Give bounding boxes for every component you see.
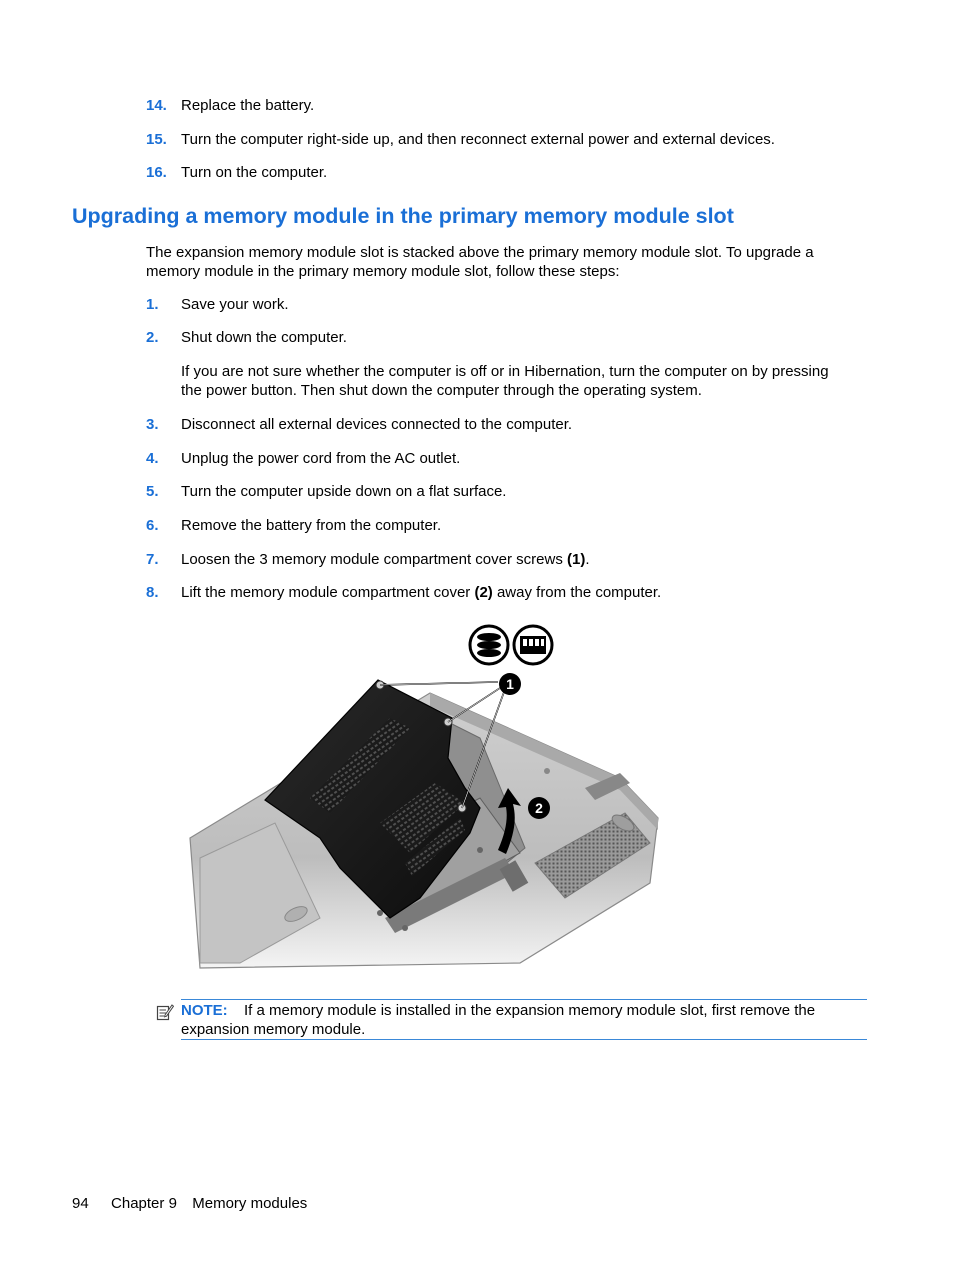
step-text-wrap <box>181 550 871 569</box>
step-number: 4. <box>146 450 159 467</box>
step-2-note <box>181 362 871 400</box>
page-footer <box>72 1194 307 1213</box>
screw-hole <box>544 768 550 774</box>
step-number: 14. <box>146 97 167 114</box>
step-number: 2. <box>146 329 159 346</box>
callout-2 <box>528 797 550 819</box>
note-line-2: expansion memory module. <box>181 1021 366 1038</box>
screw-hole <box>402 925 408 931</box>
note-line-1: If a memory module is installed in the expansion memory module slot, first remove the <box>244 1002 816 1019</box>
callout-ref: (2) <box>474 584 493 601</box>
intro-line-2: memory module in the primary memory module slot, follow these steps: <box>146 263 620 280</box>
step-number: 15. <box>146 131 167 148</box>
note-label: NOTE: <box>181 1002 228 1019</box>
step-number: 1. <box>146 296 159 313</box>
step-text: Disconnect all external devices connected to the computer. <box>181 416 573 433</box>
step-number: 16. <box>146 164 167 181</box>
callout-2-label: 2 <box>535 800 543 816</box>
chapter-title: Memory modules <box>192 1195 308 1212</box>
step-text: Turn on the computer. <box>181 164 328 181</box>
intro-line-1: The expansion memory module slot is stacked above the primary memory module slot. To upgrade a <box>146 244 814 261</box>
callout-line <box>380 682 498 685</box>
step-number: 3. <box>146 416 159 433</box>
step-2-note-line-2: the power button. Then shut down the computer through the operating system. <box>181 382 702 399</box>
step-text: Turn the computer right-side up, and then reconnect external power and external devices. <box>181 131 775 148</box>
page-number: 94 <box>72 1195 89 1212</box>
step-2-note-line-1: If you are not sure whether the computer is off or in Hibernation, turn the computer on by pressing <box>181 363 829 380</box>
note-icon <box>156 1003 174 1021</box>
screw-hole <box>477 847 483 853</box>
callout-1 <box>499 673 521 695</box>
callout-1-label: 1 <box>506 676 514 692</box>
memory-module-icon <box>514 626 552 664</box>
step-text: Save your work. <box>181 296 289 313</box>
step-text: Lift the memory module compartment cover <box>181 584 475 601</box>
step-text: Shut down the computer. <box>181 329 347 346</box>
step-number: 6. <box>146 517 159 534</box>
step-text: Loosen the 3 memory module compartment cover screws <box>181 551 567 568</box>
note-box <box>181 999 867 1040</box>
memory-compartment-illustration <box>180 618 665 978</box>
step-text: Turn the computer upside down on a flat surface. <box>181 483 507 500</box>
step-text: Replace the battery. <box>181 97 315 114</box>
step-number: 8. <box>146 584 159 601</box>
chapter-label: Chapter 9 <box>111 1195 177 1212</box>
intro-paragraph <box>146 243 868 281</box>
section-heading: Upgrading a memory module in the primary memory module slot <box>72 204 734 228</box>
step-text: Remove the battery from the computer. <box>181 517 442 534</box>
step-text-tail: away from the computer. <box>492 584 662 601</box>
step-number: 7. <box>146 551 159 568</box>
note-line-1-wrap <box>181 1001 815 1020</box>
step-text: Unplug the power cord from the AC outlet. <box>181 450 461 467</box>
step-text-wrap <box>181 583 871 602</box>
step-text-tail: . <box>585 551 590 568</box>
step-number: 5. <box>146 483 159 500</box>
callout-ref: (1) <box>567 551 586 568</box>
memory-stack-icon <box>470 626 508 664</box>
